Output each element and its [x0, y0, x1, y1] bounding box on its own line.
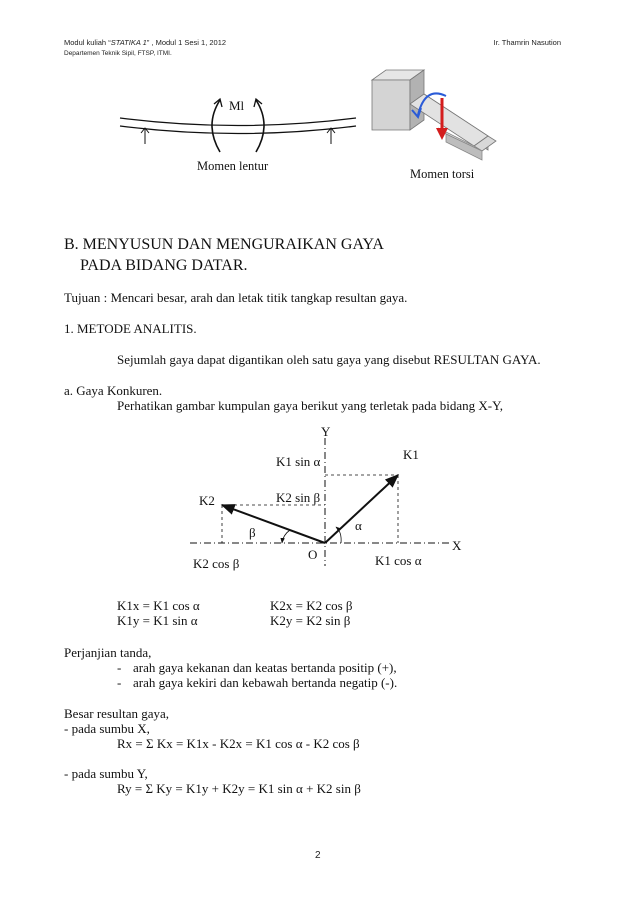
header-left-line2: Departemen Teknik Sipil, FTSP, ITMI.: [64, 50, 172, 57]
eq-k2x: K2x = K2 cos β: [270, 598, 353, 613]
origin-label: O: [308, 547, 318, 562]
sign-convention-text: arah gaya kekanan dan keatas bertanda positip (+),: [133, 660, 397, 675]
k1-label: K1: [403, 447, 419, 462]
x-axis-label: X: [452, 538, 462, 553]
beta-label: β: [249, 525, 256, 540]
page-number: 2: [315, 850, 321, 861]
sign-convention-title: Perjanjian tanda,: [64, 645, 152, 660]
eq-k1y: K1y = K1 sin α: [117, 613, 198, 628]
moment-label: Ml: [229, 98, 245, 113]
eq-k2y: K2y = K2 sin β: [270, 613, 351, 628]
eq-k1x: K1x = K1 cos α: [117, 598, 200, 613]
k1-cos-label: K1 cos α: [375, 553, 422, 568]
header-right: Ir. Thamrin Nasution: [493, 38, 561, 47]
purpose-text: Tujuan : Mencari besar, arah dan letak titik tangkap resultan gaya.: [64, 290, 408, 305]
k2-sin-label: K2 sin β: [276, 490, 321, 505]
sign-convention-item: -: [117, 660, 122, 675]
section-heading-line1: B. MENYUSUN DAN MENGURAIKAN GAYA: [64, 236, 384, 253]
k2-vector: [222, 505, 325, 543]
sign-convention-item: -: [117, 675, 122, 690]
k2-cos-label: K2 cos β: [193, 556, 240, 571]
k2-label: K2: [199, 493, 215, 508]
subsection-a-text: Perhatikan gambar kumpulan gaya berikut yang terletak pada bidang X-Y,: [117, 398, 504, 413]
resultant-x-equation: Rx = Σ Kx = K1x - K2x = K1 cos α - K2 cos β: [117, 736, 360, 751]
sign-convention-text: arah gaya kekiri dan kebawah bertanda negatip (-).: [133, 675, 398, 690]
resultant-y-equation: Ry = Σ Ky = K1y + K2y = K1 sin α + K2 sin β: [117, 781, 361, 796]
caption-momen-torsi: Momen torsi: [410, 167, 475, 181]
resultant-y-label: - pada sumbu Y,: [64, 766, 148, 781]
method-title: 1. METODE ANALITIS.: [64, 321, 197, 336]
y-axis-label: Y: [321, 424, 331, 439]
alpha-label: α: [355, 518, 362, 533]
resultant-title: Besar resultan gaya,: [64, 706, 170, 721]
header-left-line1: Modul kuliah “STATIKA 1” , Modul 1 Sesi 1, 2012: [64, 38, 227, 47]
k1-sin-label: K1 sin α: [276, 454, 321, 469]
method-text: Sejumlah gaya dapat digantikan oleh satu gaya yang disebut RESULTAN GAYA.: [117, 352, 541, 367]
caption-momen-lentur: Momen lentur: [197, 159, 269, 173]
section-heading-line2: PADA BIDANG DATAR.: [80, 257, 248, 274]
beta-arc: [282, 530, 290, 543]
resultant-x-label: - pada sumbu X,: [64, 721, 150, 736]
subsection-a-title: a. Gaya Konkuren.: [64, 383, 163, 398]
